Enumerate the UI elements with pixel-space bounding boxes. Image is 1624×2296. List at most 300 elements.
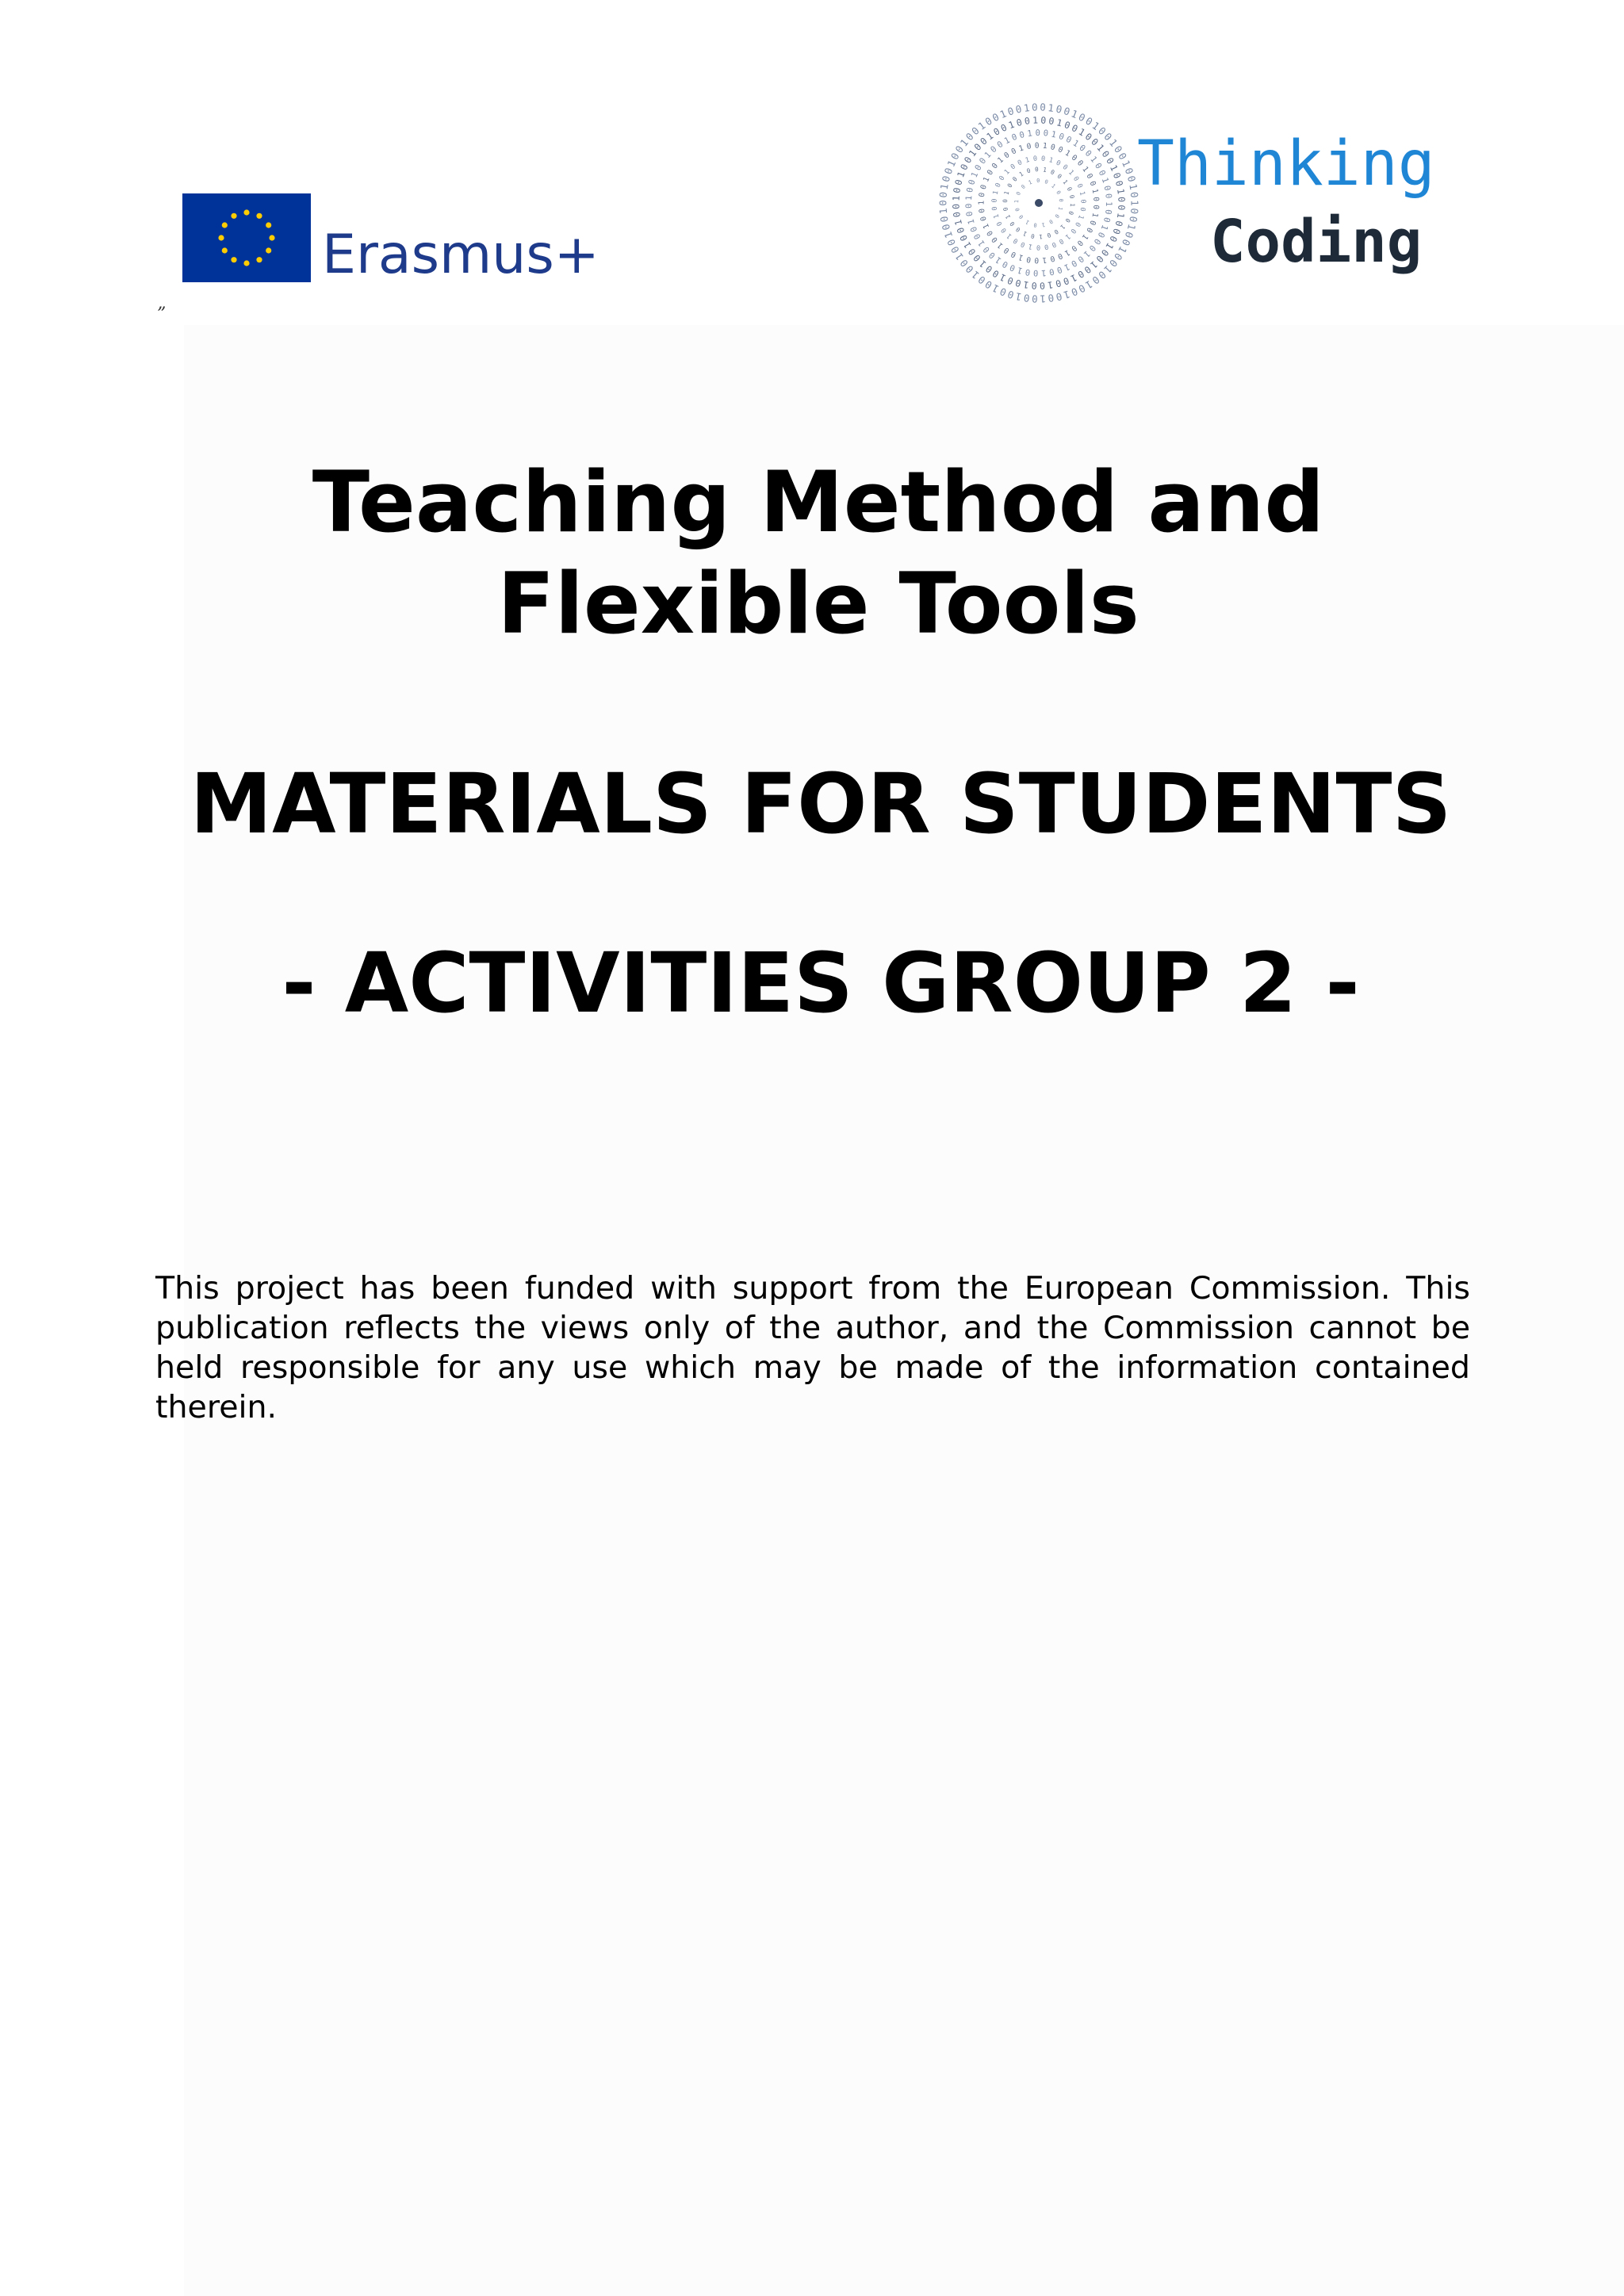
- binary-digit: 0: [1046, 231, 1052, 239]
- binary-digit: 0: [1128, 191, 1141, 199]
- binary-digit: 0: [1064, 134, 1074, 146]
- binary-digit: 0: [1056, 251, 1064, 261]
- binary-digit: 0: [952, 143, 967, 155]
- binary-digit: 0: [1057, 236, 1065, 246]
- binary-digit: 0: [998, 285, 1009, 299]
- binary-digit: 0: [1031, 280, 1038, 292]
- binary-digit: 0: [1031, 293, 1038, 305]
- binary-digit: 0: [1087, 219, 1097, 227]
- binary-digit: 0: [1067, 194, 1076, 200]
- binary-digit: 0: [1110, 227, 1123, 236]
- binary-digit: 0: [1015, 116, 1024, 129]
- binary-digit: 0: [1069, 258, 1079, 269]
- binary-digit: 1: [1047, 279, 1055, 291]
- eu-star: [269, 235, 274, 240]
- binary-digit: 0: [1082, 263, 1094, 277]
- binary-digit: 0: [1069, 243, 1078, 254]
- binary-digit: 0: [1071, 175, 1081, 183]
- binary-digit: 1: [966, 217, 977, 226]
- binary-digit: 0: [1009, 249, 1018, 259]
- binary-digit: 0: [967, 178, 978, 186]
- binary-digit: 1: [982, 150, 994, 161]
- erasmus-logo-text: Erasmus+: [322, 224, 599, 286]
- eu-star: [266, 222, 271, 228]
- binary-digit: 0: [1035, 128, 1041, 139]
- binary-digit: 1: [1090, 119, 1102, 132]
- document-title: [184, 452, 1453, 655]
- binary-digit: 1: [961, 239, 974, 251]
- binary-digit: 0: [1074, 238, 1085, 248]
- binary-digit: 0: [1116, 204, 1128, 211]
- binary-digit: 0: [1002, 151, 1012, 161]
- binary-digit: 0: [1082, 130, 1094, 144]
- binary-digit: 1: [1080, 165, 1090, 174]
- binary-digit: 0: [975, 274, 988, 287]
- binary-digit: 0: [1106, 257, 1120, 270]
- binary-digit: 0: [958, 162, 971, 172]
- binary-digit: 0: [1036, 243, 1041, 251]
- binary-digit: 0: [1101, 216, 1112, 224]
- binary-digit: 0: [1096, 268, 1109, 281]
- binary-digit: 0: [1127, 215, 1140, 224]
- binary-digit: 0: [1074, 159, 1085, 168]
- binary-digit: 0: [1122, 230, 1136, 240]
- binary-digit: 0: [977, 208, 987, 214]
- binary-digit: 1: [1002, 135, 1012, 147]
- binary-digit: 1: [1032, 114, 1039, 126]
- eu-star: [231, 257, 236, 262]
- binary-digit: 0: [944, 237, 959, 248]
- binary-digit: 0: [1009, 163, 1017, 172]
- binary-digit: 0: [1128, 207, 1141, 215]
- binary-digit: 1: [1040, 221, 1046, 228]
- binary-digit: 1: [950, 195, 962, 202]
- binary-digit: 0: [1034, 165, 1039, 174]
- binary-digit: 0: [1096, 168, 1108, 178]
- binary-digit: 0: [1075, 253, 1086, 265]
- binary-digit: 0: [990, 110, 1002, 124]
- binary-digit: 0: [971, 252, 983, 264]
- binary-digit: 0: [963, 130, 976, 144]
- binary-digit: 1: [1026, 128, 1033, 140]
- binary-digit: 1: [1116, 244, 1130, 255]
- binary-digit: 0: [990, 198, 999, 203]
- binary-digit: 0: [1070, 122, 1080, 135]
- binary-digit: 0: [963, 262, 976, 276]
- binary-digit: 0: [1032, 221, 1038, 228]
- binary-digit: 0: [1014, 102, 1023, 116]
- binary-digit: 0: [1049, 143, 1056, 153]
- binary-digit: 0: [1054, 159, 1062, 168]
- binary-digit: 0: [957, 233, 971, 243]
- binary-digit: 0: [1116, 196, 1128, 203]
- binary-digit: 0: [1101, 184, 1113, 192]
- binary-digit: 1: [1027, 178, 1033, 186]
- binary-digit: 1: [1088, 258, 1100, 271]
- binary-digit: 0: [1013, 207, 1021, 212]
- binary-digit: 0: [1011, 175, 1019, 183]
- binary-digit: 0: [1094, 253, 1106, 265]
- binary-digit: 0: [1019, 239, 1027, 249]
- binary-digit: 1: [1081, 248, 1092, 259]
- binary-digit: 1: [1079, 232, 1090, 242]
- binary-digit: 0: [1054, 277, 1063, 290]
- coding-logo-text: Coding: [1210, 208, 1423, 276]
- binary-digit: 0: [990, 205, 1000, 212]
- binary-digit: 0: [1077, 143, 1087, 154]
- binary-digit: 1: [1059, 223, 1067, 231]
- binary-digit: 1: [1094, 142, 1107, 154]
- binary-digit: 1: [1063, 247, 1072, 258]
- binary-digit: 1: [969, 268, 982, 281]
- binary-digit: 0: [1040, 155, 1046, 164]
- binary-digit: 0: [1076, 281, 1088, 296]
- binary-spiral-icon: [933, 97, 1145, 309]
- binary-digit: 0: [1005, 288, 1016, 301]
- binary-digit: 1: [963, 195, 975, 201]
- binary-digit: 0: [1022, 292, 1031, 304]
- binary-digit: 0: [1048, 217, 1055, 225]
- binary-digit: 1: [1107, 163, 1120, 173]
- binary-digit: 0: [957, 257, 971, 270]
- binary-digit: 1: [1106, 136, 1120, 149]
- binary-digit: 0: [965, 186, 975, 193]
- binary-digit: 0: [973, 163, 984, 173]
- eu-star: [256, 257, 262, 262]
- binary-digit: 0: [1057, 132, 1066, 143]
- binary-digit: 0: [941, 166, 956, 176]
- binary-digit: 0: [1014, 225, 1022, 234]
- binary-digit: 0: [1002, 245, 1012, 255]
- stray-quote-mark: ”: [157, 304, 167, 324]
- binary-digit: 0: [1031, 101, 1038, 113]
- binary-digit: 0: [995, 139, 1005, 151]
- binary-digit: 1: [1022, 278, 1030, 291]
- binary-digit: 1: [937, 182, 951, 191]
- binary-digit: 1: [1099, 176, 1110, 185]
- binary-digit: 1: [1014, 290, 1023, 304]
- binary-digit: 1: [1002, 167, 1012, 177]
- binary-digit: 0: [1023, 115, 1031, 127]
- binary-digit: 1: [992, 212, 1002, 220]
- eu-flag-icon: [182, 193, 311, 282]
- binary-digit: 0: [985, 168, 996, 178]
- binary-digit: 0: [1087, 180, 1097, 188]
- activities-heading: - ACTIVITIES GROUP 2 -: [282, 935, 1360, 1031]
- binary-digit: 1: [957, 136, 971, 149]
- binary-digit: 1: [1021, 229, 1028, 238]
- binary-digit: 0: [1061, 274, 1071, 288]
- binary-digit: 0: [1101, 130, 1115, 144]
- binary-digit: 1: [1048, 156, 1055, 166]
- binary-digit: 1: [1071, 138, 1081, 150]
- binary-digit: 0: [1005, 105, 1016, 118]
- binary-digit: 0: [990, 267, 1002, 281]
- binary-digit: 1: [994, 254, 1004, 266]
- eu-star: [266, 247, 271, 253]
- binary-digit: 0: [987, 250, 998, 261]
- binary-digit: 0: [948, 244, 962, 255]
- binary-digit: 0: [1084, 225, 1094, 235]
- binary-digit: 0: [1107, 234, 1120, 244]
- binary-digit: 0: [1005, 182, 1014, 189]
- binary-digit: 0: [1020, 183, 1027, 191]
- binary-digit: 1: [1055, 117, 1064, 129]
- binary-digit: 0: [1065, 186, 1074, 193]
- binary-digit: 1: [1042, 166, 1048, 174]
- binary-digit: 0: [1008, 262, 1017, 274]
- binary-digit: 1: [1005, 231, 1014, 240]
- binary-digit: 0: [969, 124, 982, 138]
- binary-digit: 0: [1025, 266, 1032, 277]
- binary-digit: 1: [1127, 182, 1140, 191]
- binary-digit: 0: [989, 144, 999, 155]
- binary-digit: 0: [998, 121, 1009, 135]
- binary-digit: 1: [1041, 254, 1048, 265]
- eu-star: [243, 209, 249, 215]
- binary-digit: 1: [981, 222, 992, 230]
- binary-digit: 1: [1124, 222, 1139, 232]
- binary-digit: 1: [1103, 240, 1116, 251]
- binary-digit: 0: [1001, 198, 1009, 204]
- erasmus-plus-logo: [182, 193, 626, 297]
- binary-digit: 1: [984, 129, 996, 143]
- binary-digit: 0: [982, 114, 994, 128]
- binary-digit: 0: [1036, 177, 1040, 185]
- binary-digit: 1: [936, 207, 950, 215]
- binary-digit: 0: [1049, 253, 1056, 263]
- binary-digit: 0: [1090, 274, 1102, 287]
- binary-digit: 1: [1098, 223, 1110, 232]
- binary-digit: 1: [1063, 148, 1072, 159]
- binary-digit: 0: [1013, 277, 1023, 289]
- binary-digit: 1: [966, 147, 979, 159]
- binary-digit: 0: [1122, 166, 1136, 176]
- binary-digit: 0: [1116, 151, 1130, 162]
- binary-digit: 1: [991, 189, 1001, 196]
- binary-digit: 0: [1055, 189, 1063, 196]
- binary-digit: 1: [1024, 155, 1031, 165]
- binary-digit: 1: [1128, 200, 1141, 206]
- binary-digit: 0: [991, 125, 1002, 138]
- binary-digit: 0: [1113, 219, 1125, 228]
- binary-digit: 0: [1060, 163, 1070, 172]
- binary-digit: 1: [1101, 262, 1115, 276]
- binary-digit: 0: [982, 277, 994, 292]
- binary-digit: 0: [977, 192, 987, 198]
- binary-digit: 0: [1015, 190, 1023, 197]
- binary-digit: 0: [1103, 193, 1113, 199]
- binary-digit: 1: [1040, 267, 1047, 278]
- binary-digit: 0: [968, 224, 980, 234]
- binary-digit: 1: [1039, 232, 1044, 241]
- binary-digit: 0: [1055, 102, 1063, 116]
- binary-digit: 1: [1017, 170, 1025, 178]
- binary-digit: 0: [978, 135, 990, 147]
- binary-digit: 0: [1062, 105, 1072, 118]
- binary-digit: 1: [1025, 218, 1031, 226]
- binary-digit: 0: [1076, 110, 1088, 124]
- binary-digit: 0: [1096, 124, 1109, 138]
- binary-digit: 0: [995, 220, 1005, 228]
- spiral-center-dot: [1035, 199, 1043, 207]
- binary-digit: 0: [1001, 258, 1010, 270]
- binary-digit: 1: [990, 281, 1002, 296]
- binary-digit: 0: [977, 156, 989, 166]
- binary-digit: 0: [1034, 255, 1040, 265]
- binary-digit: 1: [1017, 252, 1025, 262]
- binary-digit: 0: [1048, 266, 1055, 277]
- binary-digit: 0: [1102, 209, 1113, 216]
- binary-digit: 1: [1013, 199, 1021, 204]
- binary-digit: 0: [1074, 182, 1084, 189]
- binary-digit: 0: [951, 186, 963, 194]
- binary-digit: 1: [1006, 118, 1017, 132]
- binary-digit: 0: [1025, 166, 1032, 175]
- binary-digit: 0: [1032, 267, 1039, 278]
- binary-digit: 0: [950, 203, 962, 210]
- binary-digit: 0: [1047, 292, 1055, 304]
- binary-digit: 0: [1111, 251, 1125, 263]
- binary-digit: 1: [1083, 277, 1095, 292]
- binary-digit: 0: [1082, 148, 1094, 159]
- binary-digit: 0: [1056, 145, 1064, 155]
- binary-digit: 0: [1124, 174, 1139, 184]
- binary-digit: 0: [954, 225, 967, 235]
- binary-digit: 0: [1040, 101, 1047, 113]
- binary-digit: 1: [1063, 261, 1071, 273]
- title-line-2: Flexible Tools: [497, 555, 1139, 652]
- binary-digit: 1: [1050, 129, 1058, 140]
- binary-digit: 1: [1076, 125, 1087, 139]
- binary-digit: 0: [1040, 114, 1047, 126]
- binary-digit: 0: [963, 203, 975, 209]
- binary-digit: 1: [1115, 187, 1127, 195]
- binary-digit: 1: [1002, 189, 1011, 196]
- binary-digit: 0: [951, 211, 963, 219]
- binary-digit: 1: [1017, 144, 1025, 154]
- binary-digit: 1: [952, 218, 965, 227]
- binary-digit: 0: [1055, 290, 1063, 304]
- binary-digit: 0: [1050, 239, 1058, 249]
- binary-digit: 0: [979, 183, 989, 191]
- binary-digit: 1: [977, 258, 989, 270]
- binary-digit: 0: [972, 232, 983, 241]
- binary-digit: 1: [1119, 158, 1133, 169]
- binary-digit: 0: [1089, 136, 1101, 148]
- binary-digit: 1: [1004, 213, 1013, 220]
- binary-digit: 0: [1055, 172, 1063, 181]
- eu-star: [256, 213, 262, 219]
- binary-digit: 0: [939, 222, 953, 232]
- binary-digit: 0: [1073, 220, 1082, 228]
- binary-digit: 1: [996, 155, 1005, 166]
- binary-digit: 1: [1042, 141, 1048, 151]
- binary-digit: 0: [1092, 161, 1104, 171]
- binary-digit: 0: [990, 161, 1001, 171]
- binary-digit: 1: [1062, 288, 1072, 301]
- binary-digit: 1: [1103, 201, 1114, 207]
- binary-digit: 0: [1111, 143, 1125, 155]
- binary-digit: 0: [1008, 220, 1017, 228]
- binary-digit: 0: [1039, 280, 1046, 292]
- binary-digit: 0: [1104, 155, 1116, 166]
- binary-digit: 0: [937, 215, 951, 224]
- binary-digit: 0: [961, 155, 975, 166]
- binary-digit: 0: [1025, 142, 1032, 152]
- binary-digit: 0: [1053, 212, 1061, 220]
- binary-digit: 1: [1028, 242, 1034, 251]
- binary-digit: 1: [1061, 178, 1070, 186]
- title-line-1: Teaching Method and: [312, 453, 1325, 551]
- binary-digit: 0: [1069, 285, 1080, 299]
- binary-digit: 0: [964, 210, 975, 217]
- binary-digit: 0: [979, 215, 989, 222]
- eu-star: [231, 213, 236, 219]
- funding-disclaimer: This project has been funded with support from the European Commission. This publication reflects the views only of the author, and the Commission cannot be held responsible for any use which may be made of the information contained therein.: [155, 1270, 1470, 1425]
- binary-digit: 1: [941, 230, 956, 240]
- binary-digit: 0: [985, 228, 995, 238]
- binary-digit: 1: [1069, 271, 1079, 285]
- binary-digit: 0: [1091, 236, 1103, 247]
- binary-digit: 0: [1018, 130, 1026, 141]
- binary-digit: 0: [952, 178, 965, 187]
- binary-digit: 1: [1022, 101, 1031, 114]
- materials-heading: MATERIALS FOR STUDENTS: [190, 756, 1452, 852]
- binary-digit: 1: [1114, 212, 1127, 220]
- binary-digit: 0: [1049, 168, 1056, 177]
- binary-digit: 0: [1075, 268, 1086, 281]
- binary-digit: 0: [1005, 274, 1015, 287]
- binary-digit: 1: [969, 170, 981, 179]
- binary-digit: 1: [1069, 107, 1080, 121]
- binary-digit: 0: [1091, 204, 1101, 210]
- binary-digit: 1: [976, 238, 987, 248]
- binary-digit: 0: [1078, 206, 1087, 212]
- binary-digit: 0: [998, 174, 1007, 182]
- binary-digit: 1: [977, 200, 986, 205]
- binary-digit: 0: [1086, 243, 1097, 253]
- binary-digit: 0: [971, 141, 984, 153]
- binary-digit: 1: [952, 251, 967, 263]
- binary-digit: 0: [994, 182, 1003, 189]
- binary-digit: 0: [1043, 128, 1049, 139]
- binary-digit: 0: [936, 191, 950, 199]
- binary-digit: 0: [1110, 170, 1124, 181]
- thinking-coding-logo: [933, 97, 1440, 311]
- eu-star: [218, 235, 224, 240]
- binary-digit: 0: [1012, 235, 1020, 245]
- binary-digit: 0: [939, 174, 953, 184]
- binary-digit: 0: [1068, 226, 1078, 235]
- binary-digit: 0: [1055, 264, 1063, 275]
- binary-digit: 0: [1084, 172, 1094, 181]
- binary-digit: 0: [1032, 155, 1038, 163]
- binary-digit: 0: [1010, 132, 1019, 144]
- binary-digit: 0: [1067, 210, 1075, 216]
- binary-digit: 0: [981, 244, 992, 254]
- binary-digit: 1: [1016, 265, 1025, 276]
- binary-digit: 0: [1057, 198, 1065, 203]
- binary-digit: 1: [998, 271, 1008, 284]
- binary-digit: 1: [1076, 213, 1086, 220]
- binary-digit: 0: [1017, 213, 1025, 220]
- binary-digit: 1: [1090, 212, 1100, 219]
- eu-star: [243, 260, 249, 266]
- binary-digit: 0: [965, 246, 979, 258]
- binary-digit: 0: [1034, 141, 1040, 151]
- binary-digit: 1: [1088, 155, 1099, 165]
